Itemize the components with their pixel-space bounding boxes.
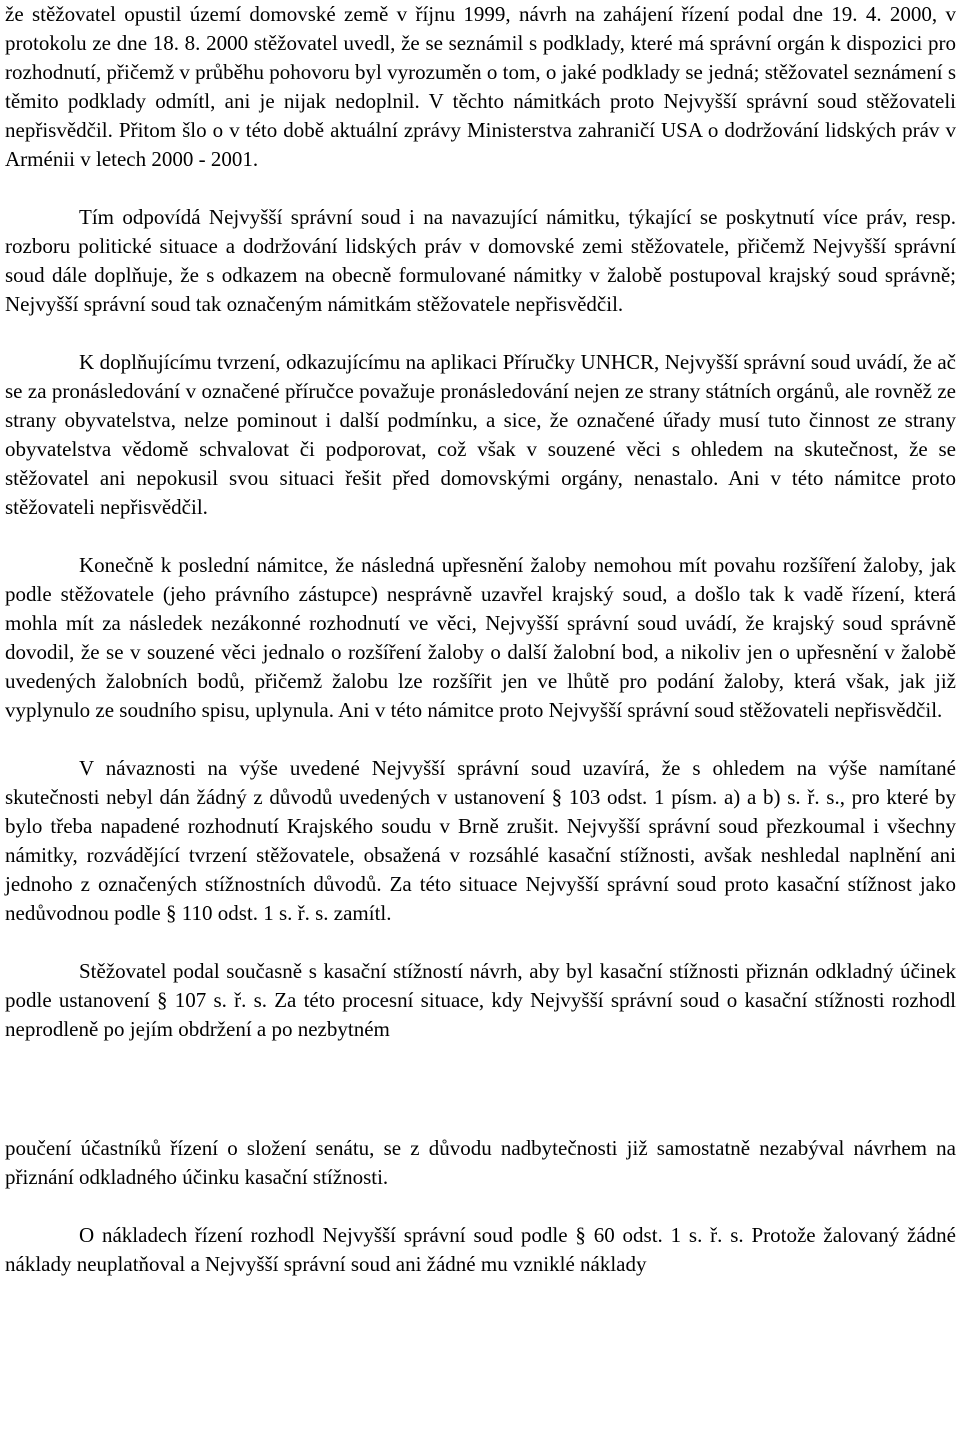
paragraph-4: Konečně k poslední námitce, že následná upřesnění žaloby nemohou mít povahu rozšíření žaloby, jak podle stěžovatele (jeho právního zástupce) nesprávně uzavřel krajský soud, a došlo tak k vadě řízení, která mohla mít za následek nezákonné rozhodnutí ve věci, Nejvyšší správní soud uvádí, že krajský soud správně dovodil, že se v souzené věci jednalo o rozšíření žaloby o další žalobní bod, a nikoliv jen o upřesnění v žalobě uvedených žalobních bodů, přičemž žalobu lze rozšířit jen ve lhůtě pro podání žaloby, která však, jak již vyplynulo ze soudního spisu, uplynula. Ani v této námitce proto Nejvyšší správní soud stěžovateli nepřisvědčil. [5, 553, 956, 722]
document-body [5, 0, 956, 1279]
paragraph-6: Stěžovatel podal současně s kasační stížností návrh, aby byl kasační stížnosti přiznán odkladný účinek podle ustanovení § 107 s. ř. s. Za této procesní situace, kdy Nejvyšší správní soud o kasační stížnosti rozhodl neprodleně po jejím obdržení a po nezbytném [5, 959, 956, 1041]
paragraph-2: Tím odpovídá Nejvyšší správní soud i na navazující námitku, týkající se poskytnutí více práv, resp. rozboru politické situace a dodržování lidských práv v domovské zemi stěžovatele, přičemž Nejvyšší správní soud dále doplňuje, že s odkazem na obecně formulované námitky v žalobě postupoval krajský soud správně; Nejvyšší správní soud tak označeným námitkám stěžovatele nepřisvědčil. [5, 205, 956, 316]
paragraph-7: poučení účastníků řízení o složení senátu, se z důvodu nadbytečnosti již samostatně nezabýval návrhem na přiznání odkladného účinku kasační stížnosti. [5, 1136, 956, 1189]
paragraph-8: O nákladech řízení rozhodl Nejvyšší správní soud podle § 60 odst. 1 s. ř. s. Protože žalovaný žádné náklady neuplatňoval a Nejvyšší správní soud ani žádné mu vzniklé náklady [5, 1223, 956, 1276]
paragraph-5: V návaznosti na výše uvedené Nejvyšší správní soud uzavírá, že s ohledem na výše namítané skutečnosti nebyl dán žádný z důvodů uvedených v ustanovení § 103 odst. 1 písm. a) a b) s. ř. s., pro které by bylo třeba napadené rozhodnutí Krajského soudu v Brně zrušit. Nejvyšší správní soud přezkoumal i všechny námitky, rozvádějící tvrzení stěžovatele, obsažená v rozsáhlé kasační stížnosti, avšak neshledal naplnění ani jednoho z označených stížnostních důvodů. Za této situace Nejvyšší správní soud proto kasační stížnost jako nedůvodnou podle § 110 odst. 1 s. ř. s. zamítl. [5, 756, 956, 925]
paragraph-3: K doplňujícímu tvrzení, odkazujícímu na aplikaci Příručky UNHCR, Nejvyšší správní soud uvádí, že ač se za pronásledování v označené příručce považuje pronásledování nejen ze strany státních orgánů, ale rovněž ze strany obyvatelstva, nelze pominout i další podmínku, a sice, že označené úřady musí tuto činnost ze strany obyvatelstva vědomě schvalovat či podporovat, což však v souzené věci s ohledem na skutečnost, že se stěžovatel ani nepokusil svou situaci řešit před domovskými orgány, nenastalo. Ani v této námitce proto stěžovateli nepřisvědčil. [5, 350, 956, 519]
paragraph-1: že stěžovatel opustil území domovské země v říjnu 1999, návrh na zahájení řízení podal dne 19. 4. 2000, v protokolu ze dne 18. 8. 2000 stěžovatel uvedl, že se seznámil s podklady, které má správní orgán k dispozici pro rozhodnutí, přičemž v průběhu pohovoru byl vyrozuměn o tom, o jaké podklady se jedná; stěžovatel seznámení s těmito podklady odmítl, ani je nijak nedoplnil. V těchto námitkách proto Nejvyšší správní soud stěžovateli nepřisvědčil. Přitom šlo o v této době aktuální zprávy Ministerstva zahraničí USA o dodržování lidských práv v Arménii v letech 2000 - 2001. [5, 2, 956, 171]
